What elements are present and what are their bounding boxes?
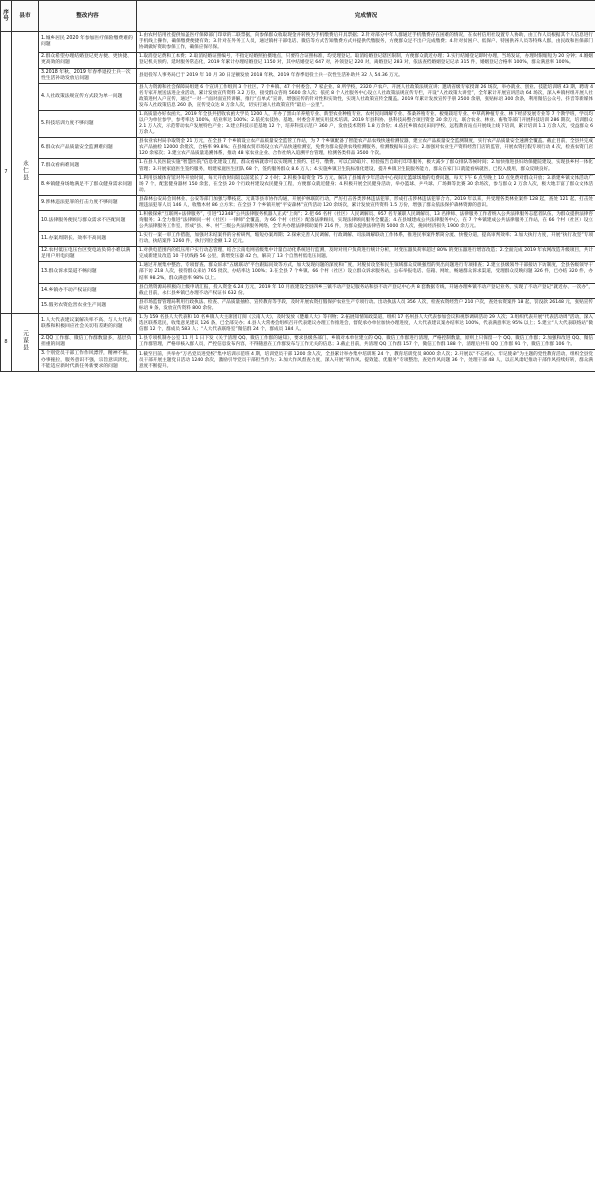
completion-status: 县人力资源和社会保障局组建 6 个宣讲工作组到 3 个社区、7 个乡镇、47 个村委会、7 家企业、8 所学校，2320 户农户、开展人社政策法规宣讲；邀请省级专家授课 26 场次，举办就业、创业、技能培训班 43 期，聘请 4 名专家开展送法进企业活动，累计发放宣传资料 3.2 万份，接受群众咨询 5600 余人次；依托 8 个人社服务中心设立人社政策法规宣传专栏，开设“人社政策大讲堂”，全年累计开展宣讲活动 64 场次，深入乡镇村组开展人社政策进村入户宣传，通过“一对一”面对面宣传讲解，推行“点单式”宣讲，增强宣传的针对性和实效性，实现人社政策宣传全覆盖。2019 年累计发放宣传手册 2500 余册，张贴标语 300 余条，利用微信公众号、抖音等新媒体发布人社政策信息 260 条，宣传受众达 8 万余人次，切实打通人社政策宣传“最后一公里”。 [137,83,595,110]
completion-status: 1.对供电范围内的低压用户实行动态管理，结合云南电网省级集中计量自动化系统进行监测，及时对用户负荷进行统计分析，对变压器负荷率超过 80% 的变压器进行增容改造；2.全面完成 2019 年农网改造升级项目，共计完成新建及改造 10 千伏线路 56 公里，新增变压器 42 台，解决了 13 个自然村低电压问题。 [137,247,595,262]
table-row [1,53,595,68]
rectification-item: 3.2018 年秋、2019 年春季退役士兵一次性生活补助发放后问题 [39,68,137,83]
completion-status: 1.实行一案一审工作措施，加强对未结案件的分析研判，缩短办案周期；2.探索完善人民调解、行政调解、司法调解联动工作体系，推进民事案件繁简分流、快慢分道，提高审判效率；3.加大执行力度，开展“执行攻坚”专项行动，执结案件 1260 件，执行到位金额 1.2 亿元。 [137,231,595,246]
completion-status: 县农业农村局争取资金 21 万元，在全县 7 个乡镇设立农产品质量安全监管工作站，为 7 个乡镇配备了智能农产品农残快速检测仪器，建立农产品质量安全监测制度，实行农产品质量安全速测全覆盖。截止目前，全县共完成农产品抽检 12000 余批次，合格率 99.8%；在县城农贸市场设立农产品快速检测室，免费为群众提供农残检测服务，检测数据每日公示；2.加强对农业生产资料经营门店的监管，开展农资打假专项行动 4 次，检查农资门店 120 余家次；3.建立农产品质量追溯体系，推动 48 家农业企业、合作社纳入追溯平台管理，检测各类样品 3500 个次。 [137,138,595,159]
table-row [1,138,595,159]
table-row [1,231,595,246]
table-row [1,174,595,195]
table-row [1,32,595,53]
rectification-item: 1.城乡居民 2020 年参加医疗保险缴费难的问题 [39,32,137,53]
table-row [1,262,595,283]
header-row [1,1,595,32]
rectification-table [0,0,595,372]
table-row [1,313,595,334]
completion-status: 1.截至目前，共举办“万名党员进党校”集中培训示范班 4 期，培训党员干部 1200 余人次，全县累计举办集中培训班 24 个，教育培训党员 8000 余人次；2.开展以“不忘初心、牢记使命”为主题的党性教育活动，组织全县党员干部开展主题党日活动 1240 余次，激励引导党员干部担当作为；3.加大作风督查力度，深入开展“转作风、提效能、优服务”专项整治，查处作风问题 36 个，处理干部 48 人，以正风肃纪推动干部作风持续好转，群众满意度不断提升。 [137,350,595,372]
header-county: 县市 [12,1,39,32]
table-body [1,32,595,372]
rectification-item: 9.涉林违法犯罪的打击力度不够问题 [39,195,137,210]
rectification-item: 5.科技培训力度不够问题 [39,111,137,138]
rectification-item: 8.乡镇健身场地满足不了群众健身需求问题 [39,174,137,195]
county-name-cell [12,32,39,314]
table-row [1,283,595,298]
table-row [1,195,595,210]
completion-status: 1.高质量办好农函大。2019 年全县共招收农函大学员 1200 人，开办了黑山羊养殖专业、新型农业种植专业、农村民间调解专业、茶桑养殖专业、板栗栽培专业、中草药种植专业、林下经济发展专业等 7 个教学班，学员均以户为单位参学，参考率达 100%，结业率达 100%；2.依托农技协、基地，村委会开展实用技术培训。2019 年县科协、县科技局整合项目资金 30 余万元，联合农业、林业、畜牧等部门开展科技培训 286 期次，培训群众 2.1 万人次，示范带动农户发展特色产业；3.建立科技示范基地 12 个，培养科技示范户 360 户，发放技术资料 1.8 万余份；4.依托乡镇农民田间学校、远程教育站点开展线上线下培训，累计培训 1.1 万余人次，受益群众 6 万余人。 [137,111,595,138]
table-row [1,350,595,372]
table-row [1,298,595,313]
header-no: 序号 [1,1,12,32]
completion-status: 县森林公安局会同林业、公安等部门加强与攀枝花、元谋等县市协作沟通，开展护林联防行动，严厉打击各类涉林违法犯罪，形成打击涉林违法犯罪合力。2019 年以来，共受理各类林业案件 128 起，查处 121 起，打击处理违法犯罪人员 146 人，收缴木材 86 立方米；在全县 7 个乡镇开展“平安森林”宣传活动 120 余场次，累计发放宣传资料 1.5 万份，增强了群众依法保护森林资源的意识。 [137,195,595,210]
completion-status: 1.通过开展集中整治、专项督查、群众诉求“五级联动”平台跟踪问效等方式，加大发现问题的深度和广度，对脱贫攻坚和民生领域群众反映强烈的突出问题进行专项排查；2.建立县级领导干部接访下访制度，全县各级领导干部下访 218 人次，接待群众来访 765 批次，办结率达 100%；3.在全县 7 个乡镇、66 个村（社区）设立群众诉求服务站，公布举报电话、信箱、网址，畅通群众诉求渠道，受理群众反映问题 326 件，已办结 320 件，办结率 98.2%，群众满意率 98% 以上。 [137,262,595,283]
table-row [1,247,595,262]
completion-status: 县市场监督管理局利用行政执法、检查、产品质量抽检、宣传教育等手段，及时开展农资打假保护农业生产专项行动。出动执法人员 356 人次，检查农资经营户 210 户次，查处农资案件 18 起，罚没款 26148 元，张贴宣传标语 9 条，发放宣传资料 800 余份。 [137,298,595,313]
completion-status: 1.在县人民医院实施“智慧医院”信息化建设工程，群众看病就诊可以实现网上预约、挂号、缴费、可以自助取片、检验报告自助打印等服务，极大减少了群众排队等候时间；2.加快推进县妇幼保健院建设，实现县乡村一体化管理；3.开展家庭医生签约服务，组建家庭医生团队 68 个，签约服务群众 8.6 万人；4.实施乡镇卫生院标准化建设，提升乡镇卫生院服务能力，群众在家门口就能看病就医，已投入使用，群众反映良好。 [137,159,595,174]
county-name: 永仁县 [21,160,29,182]
group-number: 8 [1,313,12,371]
table-row [1,111,595,138]
completion-status: 1.利用县城体育馆对外开放时间，每天开放时间较以前延长了 2 小时；2.积极争取资金 75 万元，解决了县城青少年活动中心夜间无篮球场地的电费问题，每天下午 6 点至晚上 10 点免费对群众开放；3.新建乡镇文体活动广场 7 个，配套健身器材 150 余套，在全县 20 个行政村建设农民健身工程，方便群众就近健身；4.积极开展全民健身活动，举办篮球、乒乓球、广场舞等比赛 30 余场次，参与群众 2 万余人次，极大地丰富了群众文体活动。 [137,174,595,195]
table-row [1,159,595,174]
rectification-item: 1.人大代表建议案解决率不高、与人大代表联系和积极回应社会关切有差距的问题 [39,313,137,334]
group-number: 7 [1,32,12,314]
rectification-item: 4.人社政策法规宣传方式较为单一问题 [39,83,137,110]
rectification-item: 11.办案周期长、效率不高问题 [39,231,137,246]
completion-status: 县退役军人事务局已于 2019 年 10 月 30 日足额发放 2018 年秋、2019 年春季退役士兵一次性生活补助共 32 人 54.36 万元。 [137,68,595,83]
completion-status: 1.积极探索“互联网+法律服务”，引进“12348”公共法律服务机器人正式“上岗”；2.把 66 名村（社区）人民调解员、957 名专兼职人民调解员、13 名律师、法律服务工作者纳入公共法律服务志愿者队伍，为群众提供法律咨询服务；3.全力推进“法律顾问一村（社区）一律师”全覆盖，为 66 个村（社区）配备法律顾问，实现法律顾问服务全覆盖；4.在县城建成公共法律服务中心，在 7 个乡镇建成公共法律服务工作站，在 66 个村（社区）设立公共法律服务工作室，形成“县、乡、村”三级公共法律服务网络，全年共办理法律援助案件 216 件，为群众提供法律咨询 5000 余人次，挽回经济损失 1900 余万元。 [137,210,595,231]
county-name-cell [12,313,39,371]
rectification-item: 14.乡镇办不动产权证问题 [39,283,137,298]
rectification-item: 15.假劣农资危害农业生产问题 [39,298,137,313]
rectification-item: 2.QQ 工作群、微信工作群数量多，基层负担重的问题 [39,334,137,349]
rectification-item: 6.群众农产品质量安全监测难问题 [39,138,137,159]
rectification-item: 12.农村低压电压台区变电站负荷小难以满足用户用电问题 [39,247,137,262]
rectification-item: 13.群众诉求渠道不畅问题 [39,262,137,283]
table-header [1,1,595,32]
table-row [1,83,595,110]
completion-status: 1.县专项机制办公室 11 月 1 日下发《关于清理 QQ、微信工作群的通知》，要求县级各部门、乡镇对本单位建立的 QQ、微信工作群进行清理，严格控制数量，原则上只保留一个 QQ、微信工作群；2.加强和改进 QQ、微信工作群管理，严格审核入群人员，严控信息发布内容，不得随意在工作群发布与工作无关的信息；3.截止目前，共清理 QQ 工作群 157 个，微信工作群 188 个，清理后共有 QQ 工作群 91 个，微信工作群 106 个。 [137,334,595,349]
table-row [1,210,595,231]
completion-status: 1.取消登记费和工本费；2.取消结婚证照编号，不指定结婚照拍摄地点，只要符合证照标准，均受理登记。取消结婚登记辖区限制，方便群众就近办理；3.实行结婚登记即时办理，当场发证，办理时限缩短为 20 分钟；4.婚姻登记机关预约、延时服务常态化，2019 年累计办理结婚登记 1150 对，其中结婚登记 647 对，补领登记 220 对，离婚登记 283 对，依法查档婚姻登记记录 315 件，婚姻登记合格率 100%，群众满意率 100%。 [137,53,595,68]
header-status: 完成情况 [137,1,595,32]
completion-status: 1.为 159 名县人大代表和 10 名乡镇人大主席团订阅《云南人大》，及时发放《楚雄人大》等刊物；2.拓展知情知政渠道，组织 17 名州县人大代表参加会议和视察调研活动 29 人次；3.组织代表开展“代表活动周”活动，深入选区联系选民，收集意见建议 126 条，已全部交办；4.县人大常委会组织召开代表建议办理工作推进会，督促承办单位加快办理进度，人大代表建议案办结率达 100%，代表满意率达 95% 以上；5.建立“人大代表联络站”微信群 12 个，群成员 583 人；“人大代表联络室”微信群 24 个，群成员 184 人。 [137,313,595,334]
rectification-item: 7.群众看病难问题 [39,159,137,174]
county-name: 元谋县 [21,330,29,352]
rectification-item: 10.法律服务便民与群众需求不匹配问题 [39,210,137,231]
table-row [1,334,595,349]
header-content: 整改内容 [39,1,137,32]
completion-status: 1.由农村信用社提供加盖医疗保障部门印章的二联票据，向参保群众收取现金并转换为手机缴费后开具票据；2.针对部分中年人群通过手机缴费存在困难的情况，在农村信用社设置专人协助，由工作人员根据其个人信息进行手机线上操作，确保缴费便捷有效；3.针对在外务工人员，通过镇村干部电话、微信等方式告知缴费方式并提供代缴服务，方便群众足不出户完成缴费；4.针对贫困户、低保户、特困供养人员等特殊人群，由民政和医保部门协调做好资助参保工作，确保应保尽保。 [137,32,595,53]
rectification-item: 3.个别党员干部工作作风漂浮，精神不振，办事拖拉，服务意识不强，宗旨意识淡化，不能适应新时代新任务新要求的问题 [39,350,137,372]
completion-status: 县自然资源局积极向上级申请汇报，投入资金 6.24 万元，2019 年 10 月底建设全县四乡三镇不动产登记服务站和县不动产登记中心共 8 套数据专线，开通办理乡镇不动产登记业务，实现了不动产登记“就近办、一次办”，截止目前，永仁县乡镇已办理不动产权证书 632 份。 [137,283,595,298]
rectification-item: 2.群众希望办理结婚登记更方便、更快捷、更高效的问题 [39,53,137,68]
table-row [1,68,595,83]
